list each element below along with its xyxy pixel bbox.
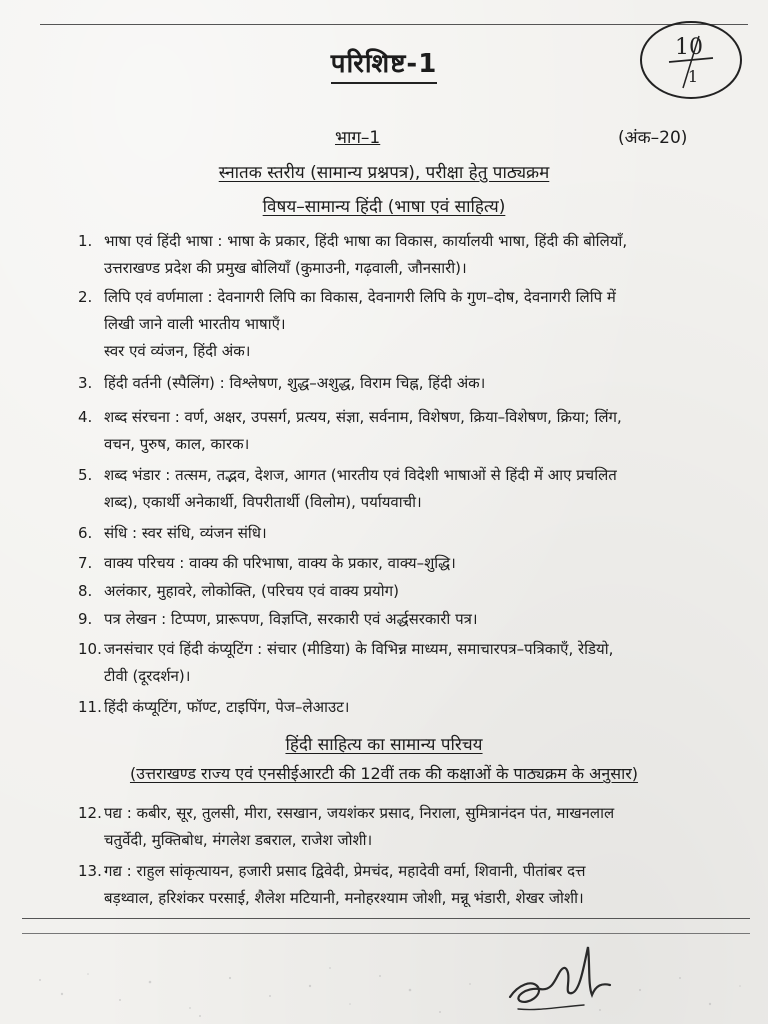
subject-heading: विषय–सामान्य हिंदी (भाषा एवं साहित्य) [262,197,506,217]
title-text: परिशिष्ट-1 [331,44,438,84]
part-label: भाग–1 [335,128,381,148]
stamp-bottom-number: 1 [687,67,699,86]
list-item: 6. संधि : स्वर संधि, व्यंजन संधि। [78,524,267,542]
list-item: 1. भाषा एवं हिंदी भाषा : भाषा के प्रकार, हिंदी भाषा का विकास, कार्यालयी भाषा, हिंदी की बोलियाँ, उत्तराखण्ड प्रदेश की प्रमुख बोलियाँ (कुमाउनी, गढ़वाली, जौनसारी)। [78,232,628,277]
list-item: 12. पद्य : कबीर, सूर, तुलसी, मीरा, रसखान, जयशंकर प्रसाद, निराला, सुमित्रानंदन पंत, माखनलाल चतुर्वेदी, मुक्तिबोध, मंगलेश डबराल, राजेश जोशी। [78,804,615,849]
list-item: 9. पत्र लेखन : टिप्पण, प्रारूपण, विज्ञप्ति, सरकारी एवं अर्द्धसरकारी पत्र। [78,610,478,628]
syllabus-heading: स्नातक स्तरीय (सामान्य प्रश्नपत्र), परीक्षा हेतु पाठ्यक्रम [218,163,550,183]
list-item: 2. लिपि एवं वर्णमाला : देवनागरी लिपि का विकास, देवनागरी लिपि के गुण–दोष, देवनागरी लिपि में लिखी जाने वाली भारतीय भाषाएँ। स्वर एवं व्यंजन, हिंदी अंक। [78,288,616,360]
list-item: 11. हिंदी कंप्यूटिंग, फॉण्ट, टाइपिंग, पेज–लेआउट। [78,698,350,716]
literature-subheading: (उत्तराखण्ड राज्य एवं एनसीईआरटी की 12वीं तक की कक्षाओं के पाठ्यक्रम के अनुसार) [129,764,639,783]
scan-noise [0,960,768,1024]
list-item: 13. गद्य : राहुल सांकृत्यायन, हजारी प्रसाद द्विवेदी, प्रेमचंद, महादेवी वर्मा, शिवानी, पीतांबर दत्त बड़थ्वाल, हरिशंकर परसाई, शैलेश मटियानी, मनोहरश्याम जोशी, मन्नू भंडारी, शेखर जोशी। [78,862,586,907]
list-item: 3. हिंदी वर्तनी (स्पैलिंग) : विश्लेषण, शुद्ध–अशुद्ध, विराम चिह्न, हिंदी अंक। [78,374,486,392]
page-title [0,44,768,84]
marks-label: (अंक–20) [618,128,688,148]
bottom-rule [22,918,750,919]
stamp-top-number: 10 [675,35,703,60]
list-item: 10. जनसंचार एवं हिंदी कंप्यूटिंग : संचार (मीडिया) के विभिन्न माध्यम, समाचारपत्र–पत्रिकाएँ, रेडियो, टीवी (दूरदर्शन)। [78,640,614,685]
list-item: 5. शब्द भंडार : तत्सम, तद्भव, देशज, आगत (भारतीय एवं विदेशी भाषाओं से हिंदी में आए प्रचलित शब्द), एकार्थी अनेकार्थी, विपरीतार्थी (विलोम), पर्यायवाची। [78,466,617,511]
bottom-rule-secondary [22,933,750,934]
list-item: 8. अलंकार, मुहावरे, लोकोक्ति, (परिचय एवं वाक्य प्रयोग) [78,582,399,600]
literature-heading: हिंदी साहित्य का सामान्य परिचय [285,735,483,755]
list-item: 4. शब्द संरचना : वर्ण, अक्षर, उपसर्ग, प्रत्यय, संज्ञा, सर्वनाम, विशेषण, क्रिया–विशेषण, क्रिया; लिंग, वचन, पुरुष, काल, कारक। [78,408,622,453]
list-item: 7. वाक्य परिचय : वाक्य की परिभाषा, वाक्य के प्रकार, वाक्य–शुद्धि। [78,554,456,572]
